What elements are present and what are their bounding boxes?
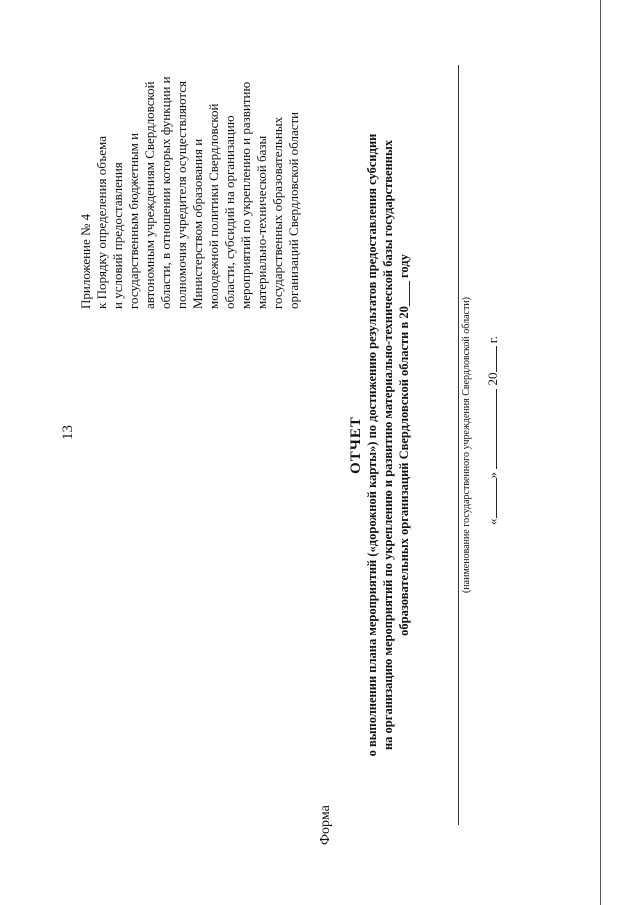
report-subtitle-line: образовательных организаций Свердловской области в 20____ году: [397, 254, 411, 636]
date-month-blank: [484, 389, 497, 469]
appendix-line: мероприятий по укреплению и развитию: [238, 81, 253, 309]
organization-caption: (наименование государственного учреждения Свердловской области): [461, 297, 472, 594]
appendix-line: государственных образовательных: [270, 116, 285, 309]
page-number: 13: [60, 425, 76, 440]
page-edge-line: [600, 0, 601, 905]
date-year-prefix: 20: [485, 372, 500, 386]
appendix-line: организаций Свердловской области: [286, 111, 301, 309]
appendix-line: области, субсидий на организацию: [222, 115, 237, 309]
appendix-line: полномочия учредителя осуществляются: [174, 80, 189, 309]
appendix-line: и условий предоставления: [110, 162, 125, 309]
date-close-quote: »: [485, 472, 500, 479]
appendix-line: материально-технической базы: [254, 135, 269, 309]
report-subtitle: [364, 65, 412, 825]
date-open-quote: «: [485, 518, 500, 525]
date-year-suffix: г.: [485, 336, 500, 344]
report-subtitle-line: на организацию мероприятий по укреплению и развитию материально-технической базы государственных: [381, 140, 395, 751]
report-title: ОТЧЕТ: [348, 416, 364, 474]
appendix-block: [78, 9, 302, 309]
appendix-line: молодежной политики Свердловской: [206, 103, 221, 309]
appendix-line: к Порядку определения объема: [94, 136, 109, 309]
organization-name-line: [458, 65, 459, 825]
date-year-blank: [484, 347, 497, 373]
appendix-line: автономным учреждениям Свердловской: [142, 81, 157, 309]
date-day-blank: [484, 479, 497, 519]
appendix-line: Министерством образования и: [190, 138, 205, 309]
date-line: [484, 336, 501, 525]
appendix-line: государственным бюджетным и: [126, 132, 141, 309]
appendix-line: Приложение № 4: [78, 213, 93, 309]
appendix-line: области, в отношении которых функции и: [158, 76, 173, 309]
report-subtitle-line: о выполнении плана мероприятий («дорожной карты») по достижению результатов предоставления субсидии: [365, 133, 379, 757]
form-label: Форма: [318, 805, 333, 845]
